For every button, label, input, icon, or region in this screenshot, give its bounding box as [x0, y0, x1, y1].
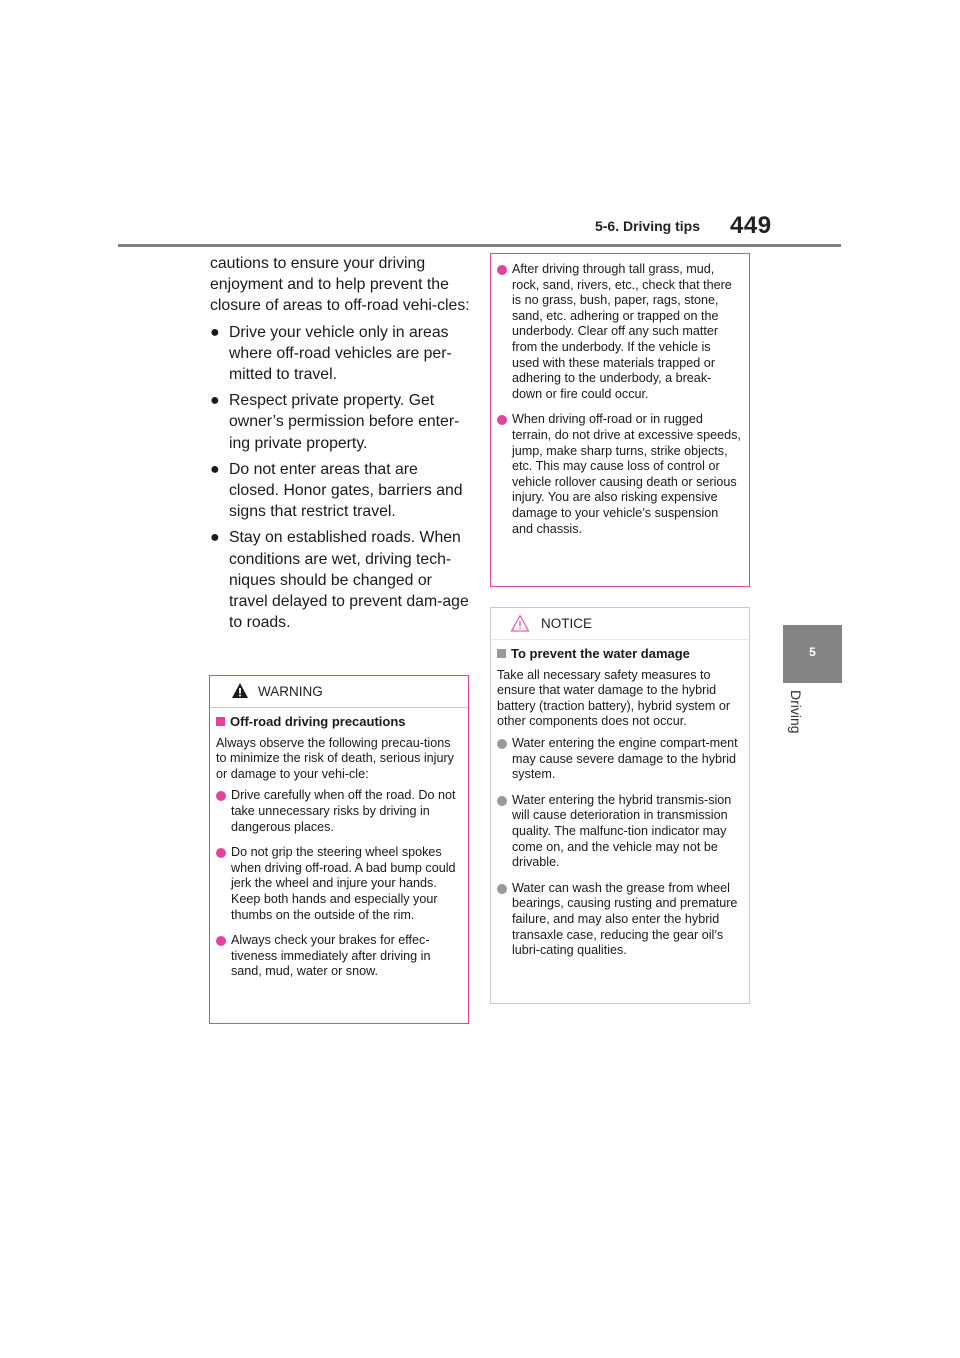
notice-point-text: Water entering the hybrid transmis-sion will cause deterioration in transmission quality. The malfunc-tion indicator may come on, and the vehicle may not be drivable. [512, 792, 732, 870]
bullet-text: Stay on established roads. When conditions are wet, driving tech-niques should be changed or travel delayed to prevent dam-age to roads. [229, 529, 469, 632]
warning-point [497, 412, 741, 537]
warning-point-text: Drive carefully when off the road. Do not take unnecessary risks by driving in dangerous places. [231, 788, 456, 834]
dot-bullet-icon [216, 848, 226, 858]
warning-continued-body [491, 254, 749, 553]
bullet-icon: ● [210, 460, 220, 478]
intro-paragraph: cautions to ensure your driving enjoyment and to help prevent the closure of areas to off-road vehi-cles: [210, 255, 470, 315]
warning-subheading [216, 714, 460, 730]
bullet-text: Drive your vehicle only in areas where off-road vehicles are per-mitted to travel. [229, 323, 452, 384]
square-bullet-icon [216, 717, 225, 726]
list-item [210, 527, 472, 633]
dot-bullet-icon [216, 936, 226, 946]
notice-point [497, 881, 741, 959]
warning-point [216, 933, 460, 980]
warning-point-text: When driving off-road or in rugged terrain, do not drive at excessive speeds, jump, make sharp turns, strike objects, etc. This may cause loss of control or vehicle rollover causing death or serious injury. You are also risking expensive damage to your vehicle’s suspension and chassis. [512, 412, 741, 536]
notice-subheading [497, 646, 741, 662]
list-item [210, 390, 472, 454]
warning-header [210, 676, 468, 708]
list-item [210, 459, 472, 523]
header-divider [118, 244, 841, 247]
bullet-icon: ● [210, 392, 220, 410]
warning-title: WARNING [258, 684, 323, 699]
notice-point-text: Water can wash the grease from wheel bearings, causing rusting and premature failure, and may also enter the hybrid transaxle case, reducing the gear oil’s lubri-cating qualities. [512, 880, 738, 958]
bullet-icon: ● [210, 323, 220, 341]
body-text-column [210, 253, 472, 638]
notice-header [491, 608, 749, 640]
warning-point-text: After driving through tall grass, mud, rock, sand, rivers, etc., check that there is no grass, bush, paper, rags, stone, sand, etc. adhering or trapped on the underbody. Clear off any such matter from the underbody. If the vehicle is used with these materials trapped or adhering to the underbody, a break-down or fire could occur. [512, 262, 732, 401]
list-item [210, 322, 472, 386]
dot-bullet-icon [497, 796, 507, 806]
notice-title: NOTICE [541, 616, 593, 631]
warning-subheading-text: Off-road driving precautions [230, 714, 406, 729]
warning-intro: Always observe the following precau-tions to minimize the risk of death, serious injury or damage to your vehi-cle: [216, 735, 454, 781]
warning-box [209, 675, 469, 1024]
chapter-label-wrap [786, 690, 846, 750]
dot-bullet-icon [497, 739, 507, 749]
square-bullet-icon [497, 649, 506, 658]
notice-box [490, 607, 750, 1004]
chapter-number: 5 [809, 645, 816, 659]
warning-point [497, 262, 741, 402]
dot-bullet-icon [497, 265, 507, 275]
notice-point [497, 793, 741, 871]
notice-intro: Take all necessary safety measures to ensure that water damage to the hybrid battery (traction battery), hybrid system or other components does not occur. [497, 667, 731, 729]
warning-body [210, 708, 468, 996]
notice-body [491, 640, 749, 975]
notice-point [497, 736, 741, 783]
warning-point-text: Always check your brakes for effec-tiveness immediately after driving in sand, mud, water or snow. [231, 933, 431, 979]
page-number: 449 [730, 212, 772, 239]
warning-box-continued [490, 253, 750, 587]
notice-subheading-text: To prevent the water damage [511, 646, 690, 661]
bullet-icon: ● [210, 529, 220, 547]
dot-bullet-icon [216, 791, 226, 801]
dot-bullet-icon [497, 884, 507, 894]
warning-point [216, 788, 460, 835]
warning-triangle-icon [231, 682, 249, 699]
bullet-text: Do not enter areas that are closed. Honor gates, barriers and signs that restrict travel. [229, 460, 463, 521]
dot-bullet-icon [497, 415, 507, 425]
bullet-text: Respect private property. Get owner’s permission before enter-ing private property. [229, 392, 460, 452]
notice-triangle-icon [510, 614, 530, 632]
chapter-tab[interactable] [783, 625, 842, 683]
warning-point [216, 845, 460, 923]
chapter-label: Driving [788, 690, 804, 734]
section-title: 5-6. Driving tips [594, 218, 700, 234]
warning-point-text: Do not grip the steering wheel spokes when driving off-road. A bad bump could jerk the wheel and injure your hands. Keep both hands and especially your thumbs on the outside of the rim. [231, 845, 456, 922]
notice-point-text: Water entering the engine compart-ment may cause severe damage to the hybrid system. [512, 735, 738, 782]
